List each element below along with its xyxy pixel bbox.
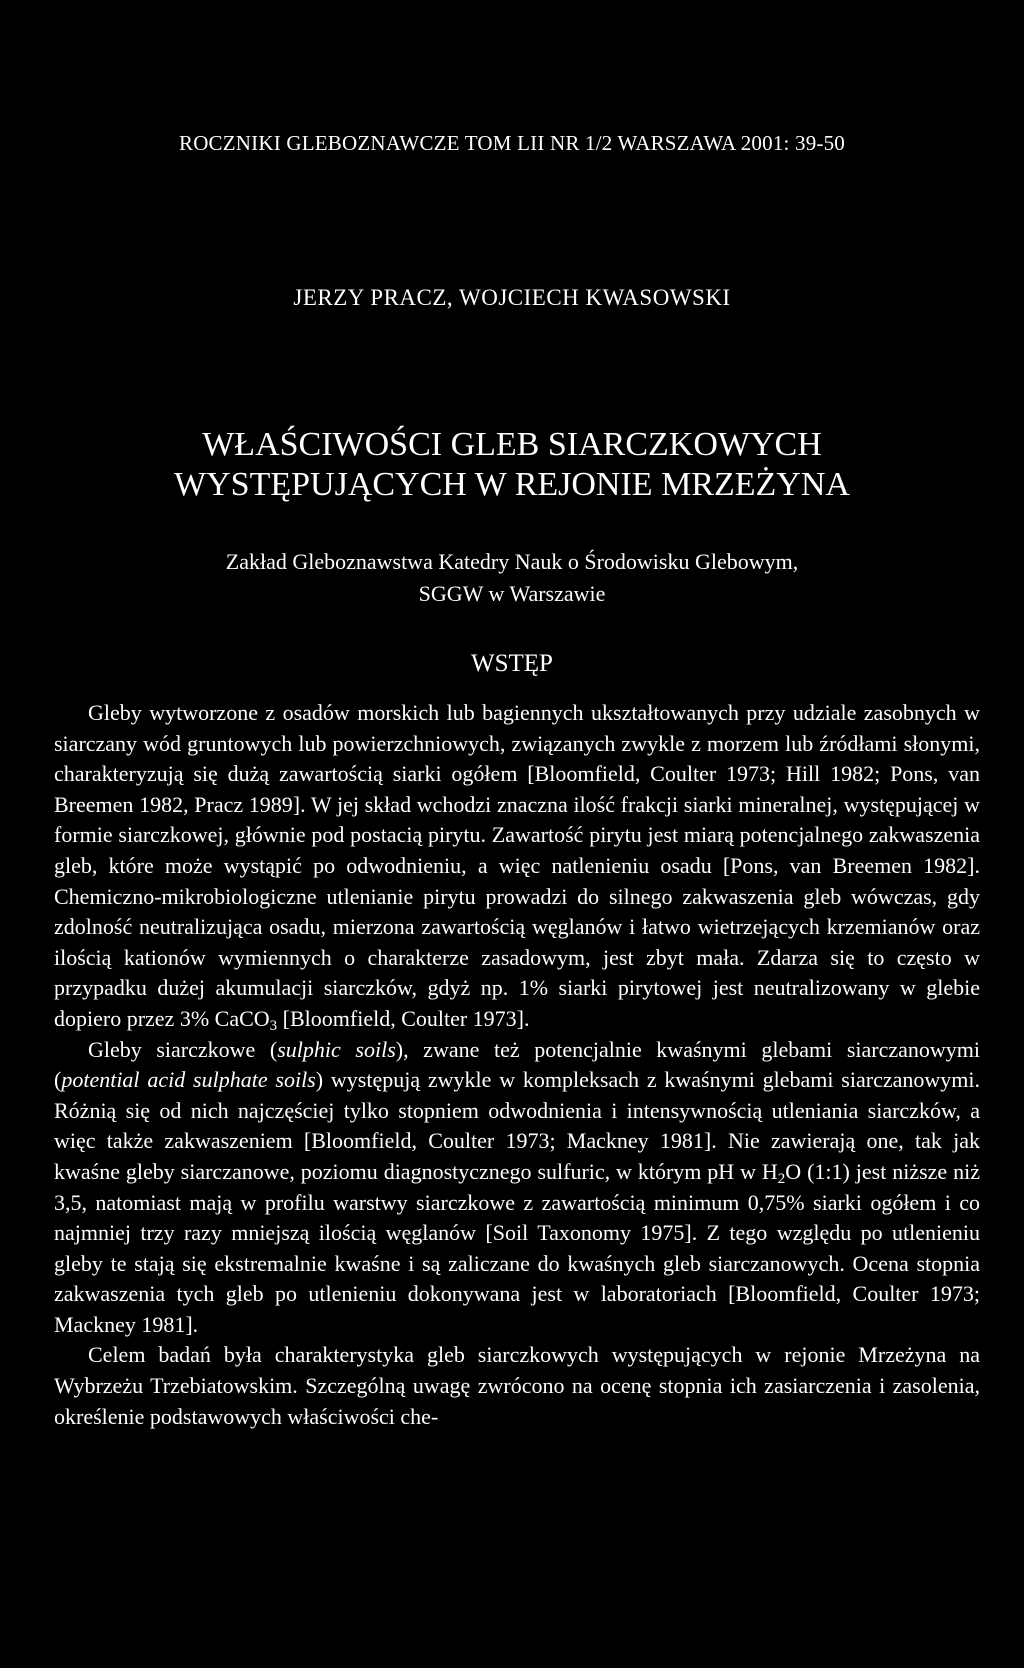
- affiliation-line-1: Zakład Gleboznawstwa Katedry Nauk o Środowisku Glebowym,: [225, 549, 799, 574]
- body-text: [54, 698, 980, 1432]
- paragraph-3-text: Celem badań była charakterystyka gleb siarczkowych występujących w rejonie Mrzeżyna na Wybrzeżu Trzebiatowskim. Szczególną uwagę zwrócono na ocenę stopnia ich zasiarczenia i zasolenia, określenie podstawowych właściwości che-: [54, 1342, 980, 1429]
- journal-header: ROCZNIKI GLEBOZNAWCZE TOM LII NR 1/2 WARSZAWA 2001: 39-50: [178, 131, 845, 155]
- paragraph-2: [54, 1035, 980, 1341]
- subscript-3: 3: [269, 1017, 278, 1034]
- author-names: JERZY PRACZ, WOJCIECH KWASOWSKI: [293, 285, 731, 310]
- paragraph-2-text-c: ) występują zwykle w kompleksach z kwaśnymi glebami siarczanowymi. Różnią się od nich najczęściej tylko stopniem odwodnienia i intensywnością utleniania siarczków, a więc także zakwaszeniem [Bloomfield, Coulter 1973; Mackney 1981]. Nie zawierają one, tak jak kwaśne gleby siarczanowe, poziomu diagnostycznego sulfuric, w którym pH w H: [54, 1067, 980, 1184]
- paragraph-1: [54, 698, 980, 1035]
- paragraph-3: [54, 1340, 980, 1432]
- italic-term-sulphic-soils: sulphic soils: [277, 1036, 396, 1062]
- paragraph-2-text-b: ), zwane też potencjalnie kwaśnymi glebami siarczanowymi (: [54, 1036, 980, 1093]
- italic-term-potential-acid-sulphate-soils: potential acid sulphate soils: [61, 1067, 316, 1093]
- paragraph-2-text-a: Gleby siarczkowe (: [88, 1036, 278, 1062]
- section-heading: WSTĘP: [471, 650, 553, 677]
- title-line-1: WŁAŚCIWOŚCI GLEB SIARCZKOWYCH: [202, 426, 822, 463]
- title-line-2: WYSTĘPUJĄCYCH W REJONIE MRZEŻYNA: [174, 466, 850, 503]
- paragraph-2-text-d: O (1:1) jest niższe niż 3,5, natomiast mają w profilu warstwy siarczkowe z zawartością minimum 0,75% siarki ogółem i co najmniej trzy razy mniejszą ilością węglanów [Soil Taxonomy 1975]. Z tego względu po utlenieniu gleby te stają się ekstremalnie kwaśne i są zaliczane do kwaśnych gleb siarczanowych. Ocena stopnia zakwaszenia tych gleb po utlenieniu dokonywana jest w laboratoriach [Bloomfield, Coulter 1973; Mackney 1981].: [54, 1158, 980, 1337]
- paragraph-1-tail: [Bloomfield, Coulter 1973].: [277, 1005, 530, 1031]
- affiliation-line-2: SGGW w Warszawie: [418, 581, 606, 606]
- affiliation: [0, 546, 1024, 610]
- subscript-2: 2: [777, 1170, 786, 1187]
- paragraph-1-text: Gleby wytworzone z osadów morskich lub bagiennych ukształtowanych przy udziale zasobnych w siarczany wód gruntowych lub powierzchniowych, związanych zwykle z morzem lub źródłami słonymi, charakteryzują się dużą zawartością siarki ogółem [Bloomfield, Coulter 1973; Hill 1982; Pons, van Breemen 1982, Pracz 1989]. W jej skład wchodzi znaczna ilość frakcji siarki mineralnej, występującej w formie siarczkowej, głównie pod postacią pirytu. Zawartość pirytu jest miarą potencjalnego zakwaszenia gleb, które może wystąpić po odwodnieniu, a więc natlenieniu osadu [Pons, van Breemen 1982]. Chemiczno-mikrobiologiczne utlenianie pirytu prowadzi do silnego zakwaszenia gleb wówczas, gdy zdolność neutralizująca osadu, mierzona zawartością węglanów i łatwo wietrzejących krzemianów oraz ilością kationów wymiennych o charakterze zasadowym, jest zbyt mała. Zdarza się to często w przypadku dużej akumulacji siarczków, gdyż np. 1% siarki pirytowej jest neutralizowany w glebie dopiero przez 3% CaCO: [54, 700, 980, 1031]
- article-title: [0, 425, 1024, 505]
